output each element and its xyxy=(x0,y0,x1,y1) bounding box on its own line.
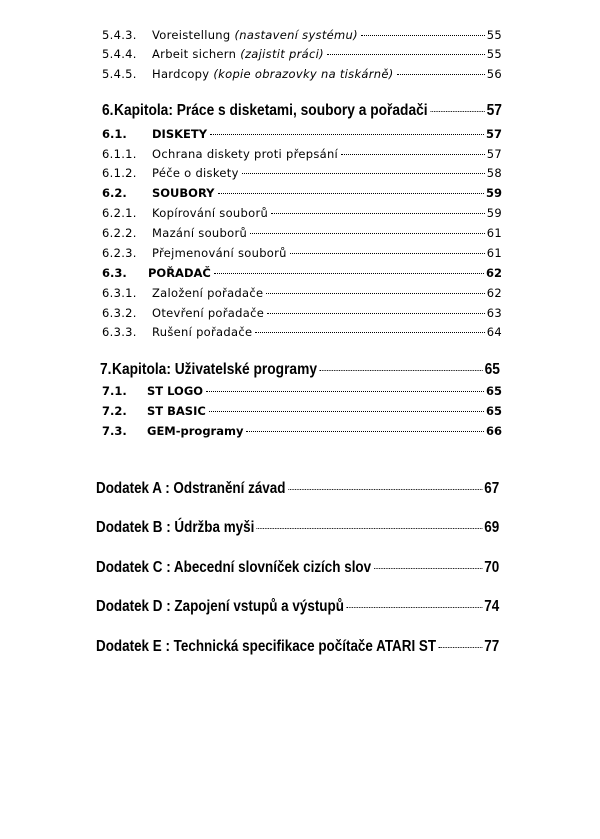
entry-page: 56 xyxy=(486,67,502,81)
entry-title: Hardcopy (kopie obrazovky na tiskárně) xyxy=(152,67,394,81)
entry-page: 57 xyxy=(486,147,502,161)
entry-page: 66 xyxy=(485,424,502,438)
chapter-number: 7. xyxy=(100,361,112,378)
toc-entry-6-2 xyxy=(102,186,502,200)
chapter-title: Kapitola: Uživatelské programy xyxy=(112,361,317,378)
entry-number: 6.2. xyxy=(102,186,127,200)
entry-page: 57 xyxy=(485,127,502,141)
dot-leader xyxy=(346,607,482,608)
entry-page: 57 xyxy=(486,102,502,119)
entry-page: 67 xyxy=(484,480,500,497)
entry-title: ST LOGO xyxy=(147,384,204,398)
appendix-title: Dodatek A : Odstranění závad xyxy=(96,480,286,497)
entry-title: Voreistellung (nastavení systému) xyxy=(152,28,358,42)
entry-page: 64 xyxy=(486,325,502,339)
entry-title: SOUBORY xyxy=(152,186,215,200)
entry-title: Přejmenování souborů xyxy=(152,246,287,260)
entry-page: 59 xyxy=(485,186,502,200)
entry-page: 62 xyxy=(485,266,502,280)
dot-leader xyxy=(210,134,484,135)
entry-page: 77 xyxy=(484,638,500,655)
entry-page: 65 xyxy=(484,361,500,378)
dot-leader xyxy=(246,431,484,432)
dot-leader xyxy=(430,111,485,112)
toc-entry-6-3-1 xyxy=(102,286,502,300)
toc-entry-5-4-4 xyxy=(102,47,502,61)
appendix-title: Dodatek B : Údržba myši xyxy=(96,519,255,536)
entry-title: Péče o diskety xyxy=(152,166,239,180)
entry-page: 59 xyxy=(486,206,502,220)
entry-page: 55 xyxy=(486,47,502,61)
entry-number: 7.1. xyxy=(102,384,127,398)
toc-entry-6-3 xyxy=(102,266,502,280)
toc-chapter-7 xyxy=(100,361,500,379)
entry-number: 5.4.5. xyxy=(102,67,137,81)
entry-number: 6.3.1. xyxy=(102,286,137,300)
appendix-title: Dodatek C : Abecední slovníček cizích slov xyxy=(96,559,372,576)
entry-number: 5.4.4. xyxy=(102,47,137,61)
entry-number: 6.1.1. xyxy=(102,147,137,161)
dot-leader xyxy=(288,489,483,490)
dot-leader xyxy=(361,35,485,36)
entry-page: 62 xyxy=(486,286,502,300)
entry-number: 6.1.2. xyxy=(102,166,137,180)
toc-entry-6-3-2 xyxy=(102,306,502,320)
toc-entry-6-1 xyxy=(102,127,502,141)
dot-leader xyxy=(257,528,483,529)
entry-title: Otevření pořadače xyxy=(152,306,265,320)
dot-leader xyxy=(320,370,483,371)
toc-appendix-b xyxy=(96,519,499,537)
entry-title: DISKETY xyxy=(152,127,208,141)
entry-page: 65 xyxy=(485,384,502,398)
entry-page: 70 xyxy=(484,559,500,576)
entry-number: 6.3.3. xyxy=(102,325,137,339)
entry-number: 6.3. xyxy=(102,266,127,280)
toc-appendix-a xyxy=(96,480,499,498)
dot-leader xyxy=(271,213,485,214)
appendix-title: Dodatek D : Zapojení vstupů a výstupů xyxy=(96,598,344,615)
dot-leader xyxy=(250,233,485,234)
toc-entry-6-3-3 xyxy=(102,325,502,339)
toc-entry-5-4-5 xyxy=(102,67,502,81)
toc-entry-5-4-3 xyxy=(102,28,502,42)
entry-title: ST BASIC xyxy=(147,404,206,418)
dot-leader xyxy=(209,411,484,412)
dot-leader xyxy=(242,173,485,174)
dot-leader xyxy=(397,74,485,75)
dot-leader xyxy=(439,647,483,648)
entry-title: Mazání souborů xyxy=(152,226,248,240)
toc-appendix-d xyxy=(96,598,499,616)
entry-page: 58 xyxy=(486,166,502,180)
entry-page: 63 xyxy=(486,306,502,320)
toc-entry-6-2-1 xyxy=(102,206,502,220)
dot-leader xyxy=(206,391,484,392)
appendix-title: Dodatek E : Technická specifikace počítače ATARI ST xyxy=(96,638,437,655)
entry-number: 6.3.2. xyxy=(102,306,137,320)
toc-appendix-e xyxy=(96,638,499,656)
dot-leader xyxy=(218,193,484,194)
entry-title: Arbeit sichern (zajistit práci) xyxy=(152,47,324,61)
entry-number: 6.2.1. xyxy=(102,206,137,220)
entry-number: 6.1. xyxy=(102,127,127,141)
dot-leader xyxy=(267,313,485,314)
dot-leader xyxy=(266,293,484,294)
toc-entry-6-2-2 xyxy=(102,226,502,240)
toc-entry-7-3 xyxy=(102,424,502,438)
entry-page: 65 xyxy=(485,404,502,418)
toc-chapter-6 xyxy=(102,102,502,120)
entry-number: 5.4.3. xyxy=(102,28,137,42)
dot-leader xyxy=(214,273,484,274)
dot-leader xyxy=(290,253,485,254)
entry-number: 6.2.3. xyxy=(102,246,137,260)
chapter-title: Kapitola: Práce s disketami, soubory a pořadači xyxy=(114,102,428,119)
toc-entry-6-2-3 xyxy=(102,246,502,260)
entry-title: Založení pořadače xyxy=(152,286,264,300)
toc-entry-7-2 xyxy=(102,404,502,418)
dot-leader xyxy=(327,54,485,55)
toc-entry-6-1-1 xyxy=(102,147,502,161)
dot-leader xyxy=(341,154,485,155)
dot-leader xyxy=(374,568,483,569)
entry-number: 7.2. xyxy=(102,404,127,418)
toc-entry-6-1-2 xyxy=(102,166,502,180)
entry-title: Ochrana diskety proti přepsání xyxy=(152,147,339,161)
entry-title: POŘADAČ xyxy=(148,266,211,280)
toc-entry-7-1 xyxy=(102,384,502,398)
toc-appendix-c xyxy=(96,559,499,577)
dot-leader xyxy=(255,332,484,333)
entry-title: Kopírování souborů xyxy=(152,206,269,220)
entry-number: 6.2.2. xyxy=(102,226,137,240)
entry-title: Rušení pořadače xyxy=(152,325,253,339)
entry-title: GEM-programy xyxy=(147,424,244,438)
chapter-number: 6. xyxy=(102,102,114,119)
entry-page: 61 xyxy=(486,226,502,240)
entry-page: 55 xyxy=(486,28,502,42)
entry-page: 69 xyxy=(484,519,500,536)
entry-number: 7.3. xyxy=(102,424,127,438)
entry-page: 61 xyxy=(486,246,502,260)
entry-page: 74 xyxy=(484,598,500,615)
